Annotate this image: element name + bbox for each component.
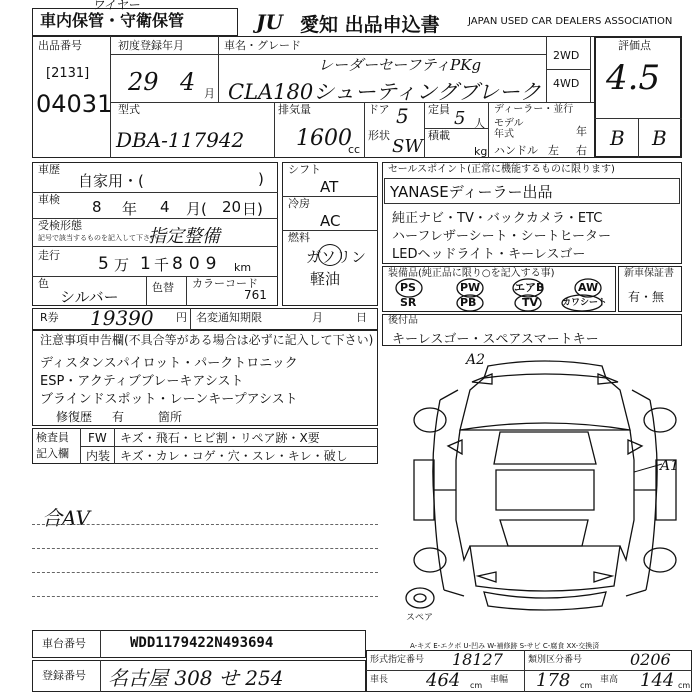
mileage-man-unit: 万 [114,256,130,274]
notes-line-3: ブラインドスポット・レーンキープアシスト [40,392,298,407]
recycle-unit: 円 [176,311,187,324]
maintenance-sublabel: 記号で該当するものを記入して下さい [38,234,157,242]
registration-value: 名古屋 308 せ 254 [108,666,284,690]
circle-aw [575,279,601,297]
model-year-label: モデル年式 [494,118,524,140]
lot-number: 04031 [36,90,113,118]
doors-value: 5 [396,104,409,128]
rating-sub1: B [610,126,625,150]
maintenance-label: 受検形態 [38,219,82,232]
equip-aw: AW [578,281,599,294]
first-reg-month-unit: 月 [204,87,215,100]
height-label: 車高 [600,675,619,685]
equipment-label: 装備品(純正品に限り○を記入する事) [388,268,555,279]
selling-label: セールスポイント(正常に機能するものに限ります) [388,164,615,175]
handle-right: 右 [576,144,587,157]
length-label: 車長 [370,675,389,685]
category-label: 類別区分番号 [528,655,583,665]
notes-line-2: ESP・アクティブブレーキアシスト [40,374,244,389]
repair-mid: 有 [112,410,125,424]
repair-label: 修復歴 [56,410,93,424]
storage-label: 車内保管・守衛保管 [40,11,185,30]
selling-line-2: ハーフレザーシート・シートヒーター [392,229,612,244]
equip-airbag: エアB [514,281,545,294]
mileage-sen: 1 [140,254,151,274]
height-unit: cm [678,681,691,690]
equip-ps: PS [400,281,416,294]
mileage-sen-unit: 千 [154,256,170,274]
org-title-en: JAPAN USED CAR DEALERS ASSOCIATION [468,16,673,27]
first-reg-month: 4 [180,68,196,96]
circle-airbag [513,279,543,297]
chassis-label: 車台番号 [42,637,86,650]
inspector-label-2: 記入欄 [36,447,69,460]
shaken-day: 20 [222,198,242,216]
handle-left: 左 [548,144,559,157]
shape-value: SW [392,136,423,157]
shaken-month-unit: 月( [186,200,207,218]
equip-sr: SR [400,296,417,309]
spare-label: スペア [406,613,434,623]
fw-label: FW [88,431,107,445]
equip-pb: PB [460,296,477,309]
mileage-man: 5 [98,254,109,274]
retrofit-value: キーレスゴー・スペアスマートキー [392,332,599,347]
mark-a1: A1 [660,458,680,474]
notice-day: 日 [356,311,367,324]
shift-label: シフト [288,163,321,176]
repair-end: 箇所 [158,410,183,424]
car-grade: レーダーセーフティPKg [318,56,482,74]
history-value: 自家用・( [78,172,144,190]
width-value: 178 [536,670,571,691]
model-year-unit: 年 [576,125,587,138]
displacement-label: 排気量 [278,103,311,116]
rating-sub2: B [652,126,667,150]
selling-headline: YANASEディーラー出品 [390,183,553,201]
circle-ps [396,279,422,297]
car-name-label: 車名・グレード [224,39,301,52]
equip-pw: PW [460,281,481,294]
handwritten-note: 合AV [42,506,90,530]
length-value: 464 [426,670,461,691]
capacity-unit: 人 [474,117,485,130]
warranty-opts: 有・無 [628,290,665,304]
selling-line-1: 純正ナビ・TV・バックカメラ・ETC [392,211,603,226]
model-spec-label: 形式指定番号 [370,655,425,665]
equipment-circles [382,266,616,312]
drive-4wd: 4WD [553,77,580,90]
notice-label: 名変通知期限 [196,311,262,324]
first-reg-year: 29 [128,68,159,96]
notes-line-1: ディスタンスパイロット・パークトロニック [40,356,298,371]
color-code-label: カラーコード [192,277,258,290]
rating-score: 4.5 [606,58,661,98]
height-value: 144 [640,670,675,691]
history-close: ) [258,170,264,188]
color-repaint-label: 色替 [152,281,174,294]
doors-label: ドア [368,103,390,116]
equip-seat: カワシート [562,298,608,308]
notes-label: 注意事項申告欄(不具合等がある場合は必ずに記入して下さい) [40,333,374,347]
type-label: 型式 [118,103,140,116]
fuel-gasoline: ガソリン [306,248,367,266]
car-diagram [400,360,690,620]
interior-items: キズ・カレ・コゲ・穴・スレ・キレ・破し [120,449,348,463]
shaken-year: 8 [92,198,102,216]
warranty-label: 新車保証書 [624,268,674,279]
retrofit-label: 後付品 [388,315,418,326]
lot-code: [2131] [46,66,90,81]
history-label: 車歴 [38,163,60,176]
model-spec-value: 18127 [452,650,503,669]
maintenance-value: 指定整備 [148,226,220,247]
registration-label: 登録番号 [42,669,86,682]
color-label: 色 [38,277,49,290]
shaken-label: 車検 [38,193,60,206]
notice-month: 月 [312,311,323,324]
circle-seat [562,295,602,311]
displacement-value: 1600 [296,126,352,151]
mileage-unit: km [234,261,252,274]
inspector-label-1: 検査員 [36,431,69,444]
recycle-label: R券 [40,311,59,324]
mileage-rest: 809 [172,254,223,274]
color-value: シルバー [60,288,119,306]
capacity-label: 定員 [428,103,450,116]
color-code: 761 [244,288,267,302]
org-title: 愛知 出品申込書 [300,14,440,36]
cooler-label: 冷房 [288,197,310,210]
dealer-label: ディーラー・並行 [494,104,574,115]
fw-items: キズ・飛石・ヒビ割・リペア跡・X要 [120,431,320,445]
shaken-year-unit: 年 [122,200,138,218]
displacement-unit: cc [348,143,361,156]
shape-label: 形状 [368,129,390,142]
drive-2wd: 2WD [553,49,580,62]
chassis-value: WDD1179422N493694 [130,635,274,651]
recycle-value: 19390 [90,306,154,330]
type-value: DBA-117942 [116,128,245,152]
width-label: 車幅 [490,675,509,685]
shaken-month: 4 [160,198,170,216]
circle-pw [457,279,483,297]
car-model: CLA180シューティングブレーク [228,80,541,104]
category-value: 0206 [630,650,671,669]
capacity-value: 5 [454,108,466,129]
interior-label: 内装 [86,449,111,463]
mark-a2: A2 [466,352,486,368]
fuel-circle [318,244,342,266]
first-reg-label: 初度登録年月 [118,39,184,52]
rating-label: 評価点 [618,39,651,52]
selling-line-3: LEDヘッドライト・キーレスゴー [392,247,586,262]
fuel-label: 燃料 [288,231,310,244]
equip-tv: TV [522,296,539,309]
loading-label: 積載 [428,129,450,142]
loading-unit: kg [474,145,488,158]
ju-logo: JU [256,10,283,34]
cooler-value: AC [320,212,341,230]
mileage-label: 走行 [38,249,60,262]
diagram-legend: A-キズ E-エクボ U-凹み W-補修跡 S-サビ C-腐食 XX-交換済 [410,642,600,650]
length-unit: cm [470,681,483,690]
width-unit: cm [580,681,593,690]
shaken-day-unit: 日) [242,200,263,218]
storage-note: ワイヤー [92,0,140,12]
fuel-diesel: 軽油 [310,270,341,288]
shift-value: AT [320,178,339,196]
handle-label: ハンドル [494,144,538,157]
lot-label: 出品番号 [38,39,82,52]
